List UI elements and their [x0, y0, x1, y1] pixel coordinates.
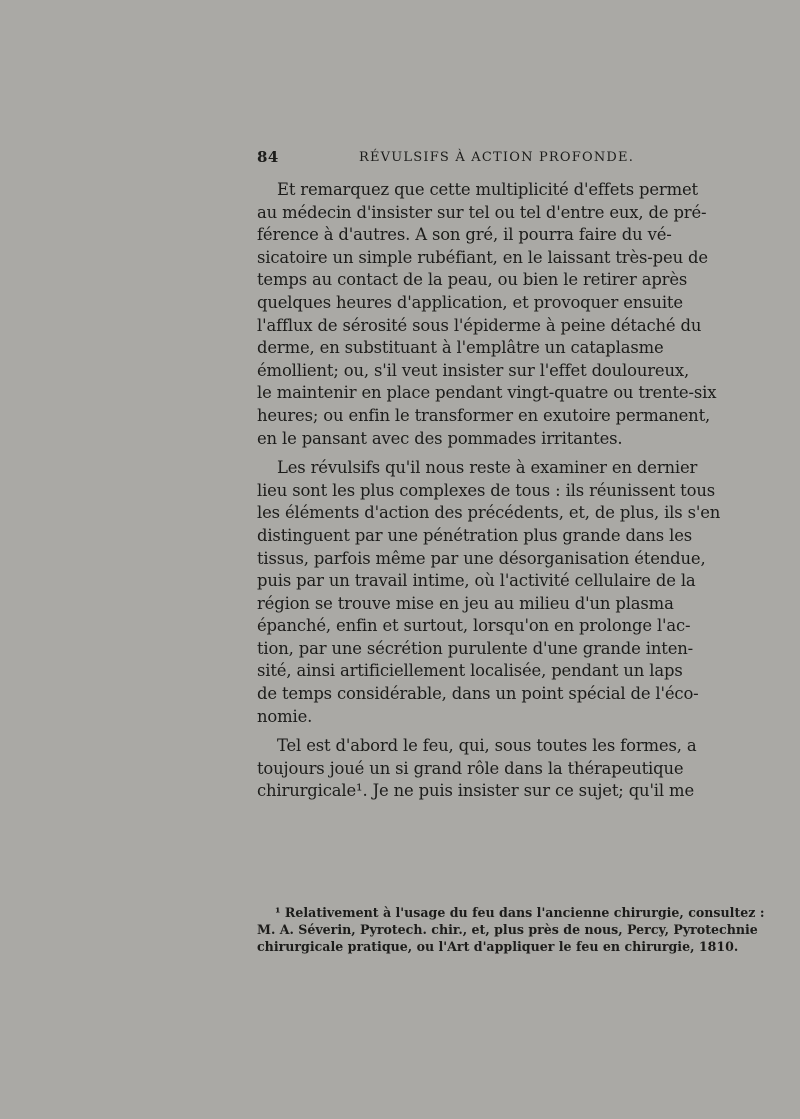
text-line: férence à d'autres. A son gré, il pourra faire du vé-: [257, 225, 672, 245]
text-line: lieu sont les plus complexes de tous : ils réunissent tous: [257, 480, 716, 500]
text-line: les éléments d'action des précédents, et, de plus, ils s'en: [257, 503, 721, 523]
text-line: Les révulsifs qu'il nous reste à examiner en dernier: [277, 458, 698, 478]
text-line: Tel est d'abord le feu, qui, sous toutes les formes, a: [277, 736, 697, 756]
running-head: RÉVULSIFS À ACTION PROFONDE.: [359, 150, 635, 165]
paragraph-1: [257, 179, 717, 450]
text-line: derme, en substituant à l'emplâtre un cataplasme: [257, 338, 664, 358]
footnote: [257, 904, 765, 955]
text-line: émollient; ou, s'il veut insister sur l'effet douloureux,: [257, 360, 690, 380]
text-line: heures; ou enfin le transformer en exutoire permanent,: [257, 405, 711, 425]
paragraph-gap: [257, 450, 645, 457]
paragraph-2: [257, 457, 721, 728]
text-line: chirurgicale¹. Je ne puis insister sur ce sujet; qu'il me: [257, 781, 694, 801]
page-header: [257, 148, 635, 172]
text-line: toujours joué un si grand rôle dans la thérapeutique: [257, 758, 684, 778]
text-line: le maintenir en place pendant vingt-quatre ou trente-six: [257, 383, 717, 403]
paragraph-gap: [257, 728, 645, 735]
text-line: Et remarquez que cette multiplicité d'effets permet: [277, 180, 698, 199]
footnote-line: ¹ Relativement à l'usage du feu dans l'ancienne chirurgie, consultez :: [275, 905, 765, 920]
text-line: au médecin d'insister sur tel ou tel d'entre eux, de pré-: [257, 202, 707, 222]
text-line: l'afflux de sérosité sous l'épiderme à peine détaché du: [257, 315, 702, 335]
footnote-line: M. A. Séverin, Pyrotech. chir., et, plus près de nous, Percy, Pyrotechnie: [257, 922, 758, 937]
text-line: distinguent par une pénétration plus grande dans les: [257, 525, 693, 545]
text-line: puis par un travail intime, où l'activité cellulaire de la: [257, 571, 696, 591]
text-line: tion, par une sécrétion purulente d'une grande inten-: [257, 638, 694, 658]
text-line: sité, ainsi artificiellement localisée, pendant un laps: [257, 661, 683, 681]
text-line: quelques heures d'application, et provoquer ensuite: [257, 292, 683, 312]
body-text: [257, 179, 721, 803]
footnote-line: chirurgicale pratique, ou l'Art d'appliquer le feu en chirurgie, 1810.: [257, 939, 739, 954]
page-number: 84: [257, 148, 279, 166]
text-line: en le pansant avec des pommades irritantes.: [257, 428, 623, 448]
text-line: nomie.: [257, 706, 313, 726]
paragraph-3: [257, 735, 697, 803]
text-line: tissus, parfois même par une désorganisation étendue,: [257, 548, 706, 568]
text-line: de temps considérable, dans un point spécial de l'éco-: [257, 684, 699, 704]
text-line: sicatoire un simple rubéfiant, en le laissant très-peu de: [257, 247, 708, 267]
text-line: région se trouve mise en jeu au milieu d'un plasma: [257, 593, 674, 613]
text-line: temps au contact de la peau, ou bien le retirer après: [257, 270, 688, 290]
text-line: épanché, enfin et surtout, lorsqu'on en prolonge l'ac-: [257, 616, 691, 636]
